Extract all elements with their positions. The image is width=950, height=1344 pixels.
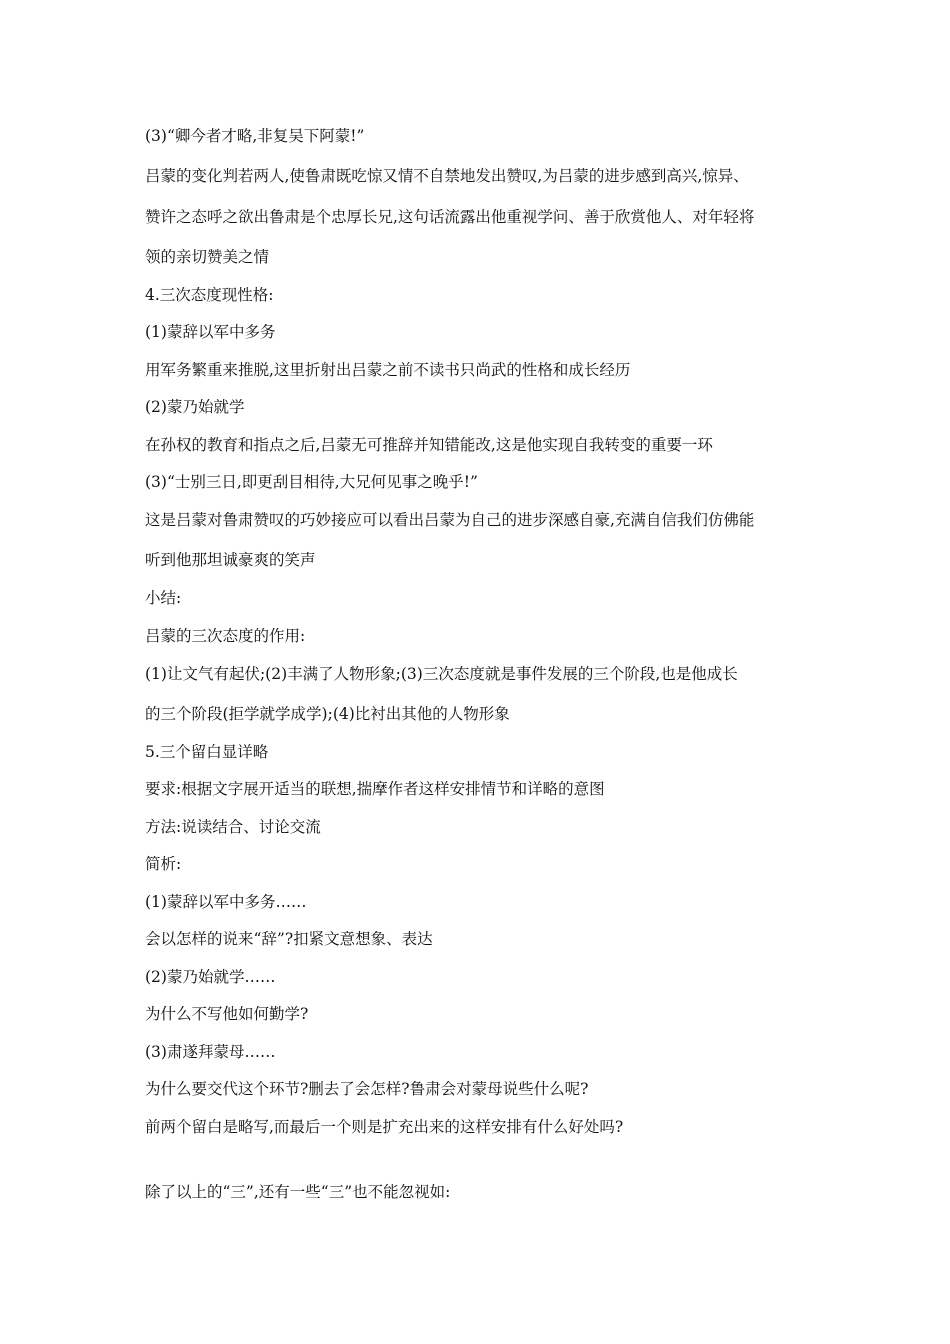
text-line: (1)让文气有起伏;(2)丰满了人物形象;(3)三次态度就是事件发展的三个阶段,也是他成长 [145, 665, 738, 683]
text-line: 赞许之态呼之欲出鲁肃是个忠厚长兄,这句话流露出他重视学问、善于欣赏他人、对年轻将 [145, 208, 755, 226]
text-line: 为什么不写他如何勤学? [145, 1005, 309, 1023]
text-line: 要求:根据文字展开适当的联想,揣摩作者这样安排情节和详略的意图 [145, 780, 605, 798]
text-line: (3)“卿今者才略,非复吴下阿蒙!” [145, 127, 365, 145]
text-line: 方法:说读结合、讨论交流 [145, 818, 321, 836]
text-line: (1)蒙辞以军中多务 [145, 323, 276, 341]
text-line: 领的亲切赞美之情 [145, 248, 270, 266]
text-line: 在孙权的教育和指点之后,吕蒙无可推辞并知错能改,这是他实现自我转变的重要一环 [145, 436, 713, 454]
text-line: 简析: [145, 855, 182, 873]
text-line: (2)蒙乃始就学…… [145, 968, 276, 986]
section-heading: 5.三个留白显详略 [145, 743, 269, 761]
text-line: (3)“士别三日,即更刮目相待,大兄何见事之晚乎!” [145, 473, 478, 491]
text-line: 会以怎样的说来“辞”?扣紧文意想象、表达 [145, 930, 433, 948]
text-line: 的三个阶段(拒学就学成学);(4)比衬出其他的人物形象 [145, 705, 510, 723]
text-line: 这是吕蒙对鲁肃赞叹的巧妙接应可以看出吕蒙为自己的进步深感自豪,充满自信我们仿佛能 [145, 511, 755, 529]
section-heading: 4.三次态度现性格: [145, 286, 274, 304]
text-line: (3)肃遂拜蒙母…… [145, 1043, 276, 1061]
text-line: 用军务繁重来推脱,这里折射出吕蒙之前不读书只尚武的性格和成长经历 [145, 361, 631, 379]
text-line: 听到他那坦诚豪爽的笑声 [145, 551, 316, 569]
text-line: 前两个留白是略写,而最后一个则是扩充出来的这样安排有什么好处吗? [145, 1118, 624, 1136]
text-line: 除了以上的“三”,还有一些“三”也不能忽视如: [145, 1183, 451, 1201]
text-line: 吕蒙的变化判若两人,使鲁肃既吃惊又情不自禁地发出赞叹,为吕蒙的进步感到高兴,惊异、 [145, 167, 749, 185]
text-line: 小结: [145, 589, 182, 607]
text-line: 吕蒙的三次态度的作用: [145, 627, 306, 645]
text-line: (2)蒙乃始就学 [145, 398, 245, 416]
text-line: (1)蒙辞以军中多务…… [145, 893, 307, 911]
text-line: 为什么要交代这个环节?删去了会怎样?鲁肃会对蒙母说些什么呢? [145, 1080, 589, 1098]
